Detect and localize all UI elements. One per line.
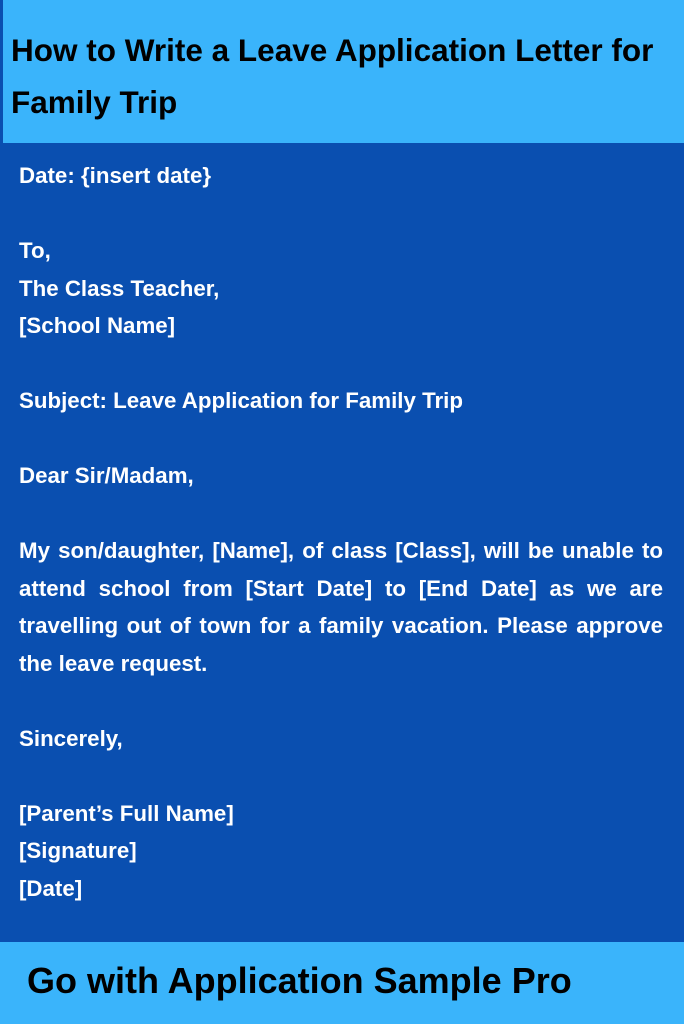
spacer bbox=[19, 195, 663, 233]
spacer bbox=[19, 757, 663, 795]
header-banner bbox=[0, 0, 684, 143]
letter-greeting: Dear Sir/Madam, bbox=[19, 463, 194, 488]
letter-panel bbox=[0, 143, 684, 942]
letter-signature: [Signature] bbox=[19, 838, 137, 863]
letter-parent-name: [Parent’s Full Name] bbox=[19, 800, 234, 826]
letter-body-paragraph: My son/daughter, [Name], of class [Class], will be unable to attend school from [Start Date] to [End Date] as we are travelling out of town for a family vacation. Please approve the leave request. bbox=[19, 538, 663, 676]
letter-salutation-to: To, bbox=[19, 238, 51, 263]
footer-banner bbox=[0, 942, 684, 1024]
letter-closing: Sincerely, bbox=[19, 725, 123, 751]
letter-sign-date: [Date] bbox=[19, 875, 83, 901]
letter-date-line: Date: {insert date} bbox=[19, 163, 212, 188]
page-title: How to Write a Leave Application Letter for Family Trip bbox=[11, 32, 654, 120]
footer-brand-text: Go with Application Sample Pro bbox=[27, 960, 572, 1001]
letter-recipient: The Class Teacher, bbox=[19, 275, 220, 301]
letter-subject: Subject: Leave Application for Family Trip bbox=[19, 388, 463, 413]
spacer bbox=[19, 420, 663, 458]
letter-body bbox=[19, 157, 663, 907]
spacer bbox=[19, 345, 663, 383]
spacer bbox=[19, 682, 663, 720]
letter-school-name: [School Name] bbox=[19, 313, 176, 338]
spacer bbox=[19, 495, 663, 533]
